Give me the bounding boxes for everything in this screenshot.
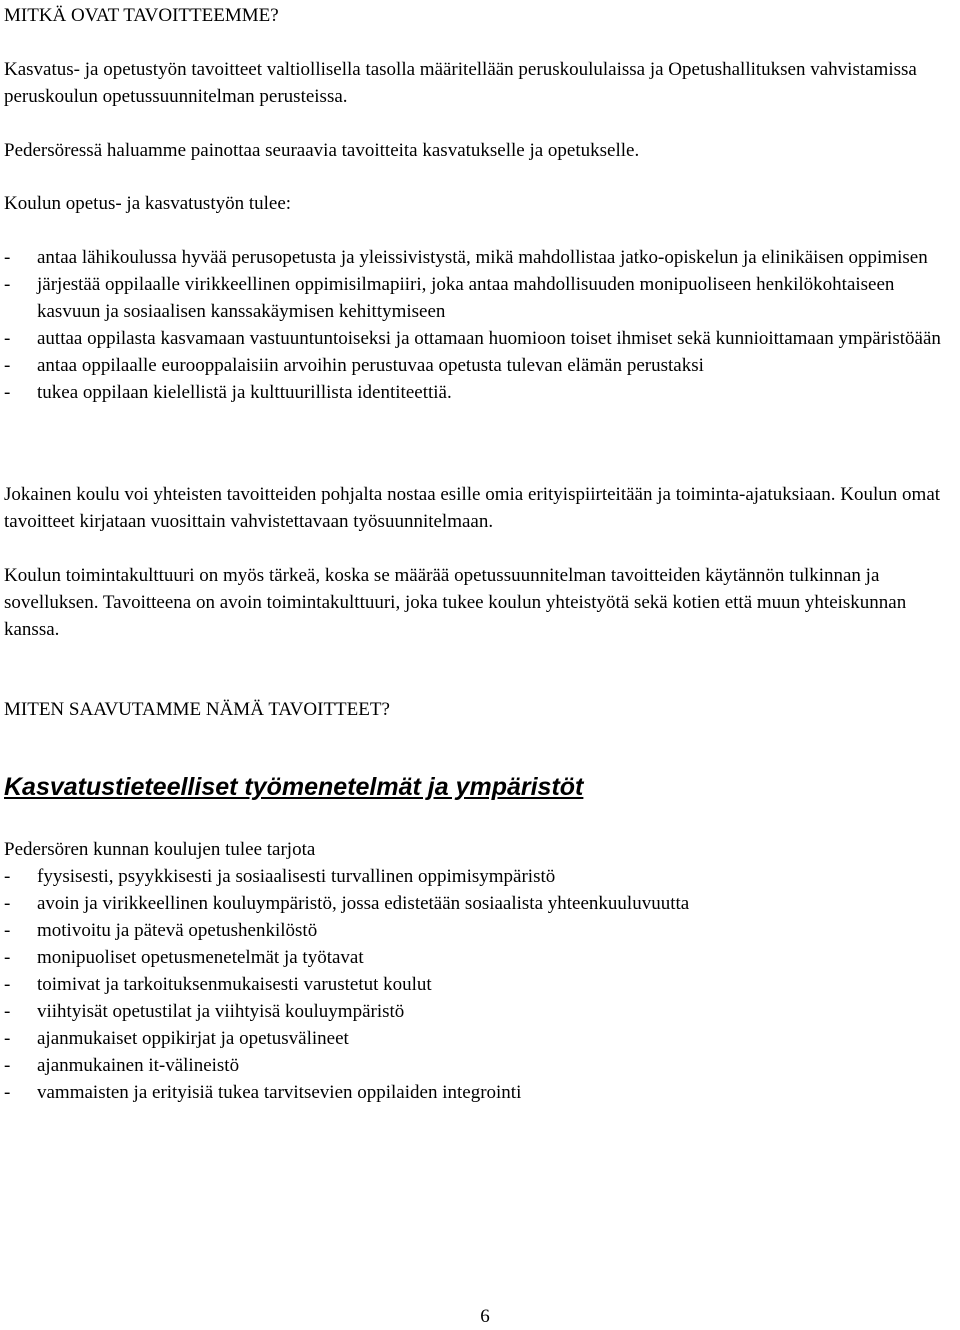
- section-heading-goals: MITKÄ OVAT TAVOITTEEMME?: [4, 5, 279, 26]
- page-number: 6: [480, 1306, 490, 1327]
- list-item-text: monipuoliset opetusmenetelmät ja työtavat: [37, 947, 364, 968]
- list-bullet: -: [4, 355, 11, 376]
- paragraph-school-features: Jokainen koulu voi yhteisten tavoitteiden pohjalta nostaa esille omia erityispiirteitään ja toiminta-ajatuksiaan. Koulun omat tavoitteet kirjataan vuosittain vahvistettavaan työsuunnitelmaan.: [4, 484, 941, 532]
- paragraph-emphasis: Pedersöressä haluamme painottaa seuraavia tavoitteita kasvatukselle ja opetukselle.: [4, 140, 640, 161]
- list-item: [4, 944, 958, 971]
- list-item: [4, 244, 958, 271]
- list-bullet: -: [4, 247, 11, 268]
- list-item-text: antaa oppilaalle eurooppalaisiin arvoihin perustuvaa opetusta tulevan elämän perustaksi: [37, 355, 704, 376]
- list-item-text: fyysisesti, psyykkisesti ja sosiaalisesti turvallinen oppimisympäristö: [37, 866, 556, 887]
- list-bullet: -: [4, 1082, 11, 1103]
- list-item: [4, 863, 958, 890]
- list-item: [4, 890, 958, 917]
- list-item-text: vammaisten ja erityisiä tukea tarvitsevien oppilaiden integrointi: [37, 1082, 522, 1103]
- list-item: [4, 271, 958, 325]
- list-bullet: -: [4, 1028, 11, 1049]
- offerings-list: [4, 863, 958, 1106]
- paragraph-offer-intro: Pedersören kunnan koulujen tulee tarjota: [4, 839, 316, 860]
- list-item-text: avoin ja virikkeellinen kouluympäristö, jossa edistetään sosiaalista yhteenkuuluvuutta: [37, 893, 690, 914]
- list-item: [4, 917, 958, 944]
- list-bullet: -: [4, 893, 11, 914]
- list-item: [4, 971, 958, 998]
- paragraph-national-goals: Kasvatus- ja opetustyön tavoitteet valtiollisella tasolla määritellään peruskoululaissa ja Opetushallituksen vahvistamissa peruskoulun opetussuunnitelman perusteissa.: [4, 59, 917, 107]
- list-bullet: -: [4, 274, 11, 295]
- paragraph-school-culture: Koulun toimintakulttuuri on myös tärkeä, koska se määrää opetussuunnitelman tavoitteiden käytännön tulkinnan ja sovelluksen. Tavoitteena on avoin toimintakulttuuri, joka tukee koulun yhteistyötä sekä kotien että muun yhteiskunnan kanssa.: [4, 565, 907, 640]
- list-bullet: -: [4, 920, 11, 941]
- list-bullet: -: [4, 1001, 11, 1022]
- goals-list: [4, 244, 958, 406]
- list-item: [4, 352, 958, 379]
- list-item-text: ajanmukainen it-välineistö: [37, 1055, 240, 1076]
- list-bullet: -: [4, 382, 11, 403]
- list-item-text: auttaa oppilasta kasvamaan vastuuntuntoiseksi ja ottamaan huomioon toiset ihmiset sekä kunnioittamaan ympäristöään: [37, 328, 941, 349]
- list-bullet: -: [4, 974, 11, 995]
- list-item-text: järjestää oppilaalle virikkeellinen oppimisilmapiiri, joka antaa mahdollisuuden monipuoliseen henkilökohtaiseen kasvuun ja sosiaalisen kanssakäymisen kehittymiseen: [37, 274, 895, 322]
- list-item: [4, 379, 958, 406]
- list-bullet: -: [4, 947, 11, 968]
- list-item-text: motivoitu ja pätevä opetushenkilöstö: [37, 920, 318, 941]
- list-bullet: -: [4, 328, 11, 349]
- list-bullet: -: [4, 866, 11, 887]
- list-item: [4, 1025, 958, 1052]
- paragraph-list-intro: Koulun opetus- ja kasvatustyön tulee:: [4, 193, 292, 214]
- subheading-methods: Kasvatustieteelliset työmenetelmät ja ympäristöt: [4, 773, 584, 801]
- list-item-text: tukea oppilaan kielellistä ja kulttuurillista identiteettiä.: [37, 382, 452, 403]
- list-item-text: ajanmukaiset oppikirjat ja opetusvälineet: [37, 1028, 349, 1049]
- list-item: [4, 325, 958, 352]
- list-item: [4, 1079, 958, 1106]
- list-item-text: antaa lähikoulussa hyvää perusopetusta ja yleissivistystä, mikä mahdollistaa jatko-opiskelun ja elinikäisen oppimisen: [37, 247, 928, 268]
- list-item: [4, 998, 958, 1025]
- list-item: [4, 1052, 958, 1079]
- list-item-text: toimivat ja tarkoituksenmukaisesti varustetut koulut: [37, 974, 432, 995]
- section-heading-achieve: MITEN SAAVUTAMME NÄMÄ TAVOITTEET?: [4, 699, 390, 720]
- list-item-text: viihtyisät opetustilat ja viihtyisä kouluympäristö: [37, 1001, 405, 1022]
- list-bullet: -: [4, 1055, 11, 1076]
